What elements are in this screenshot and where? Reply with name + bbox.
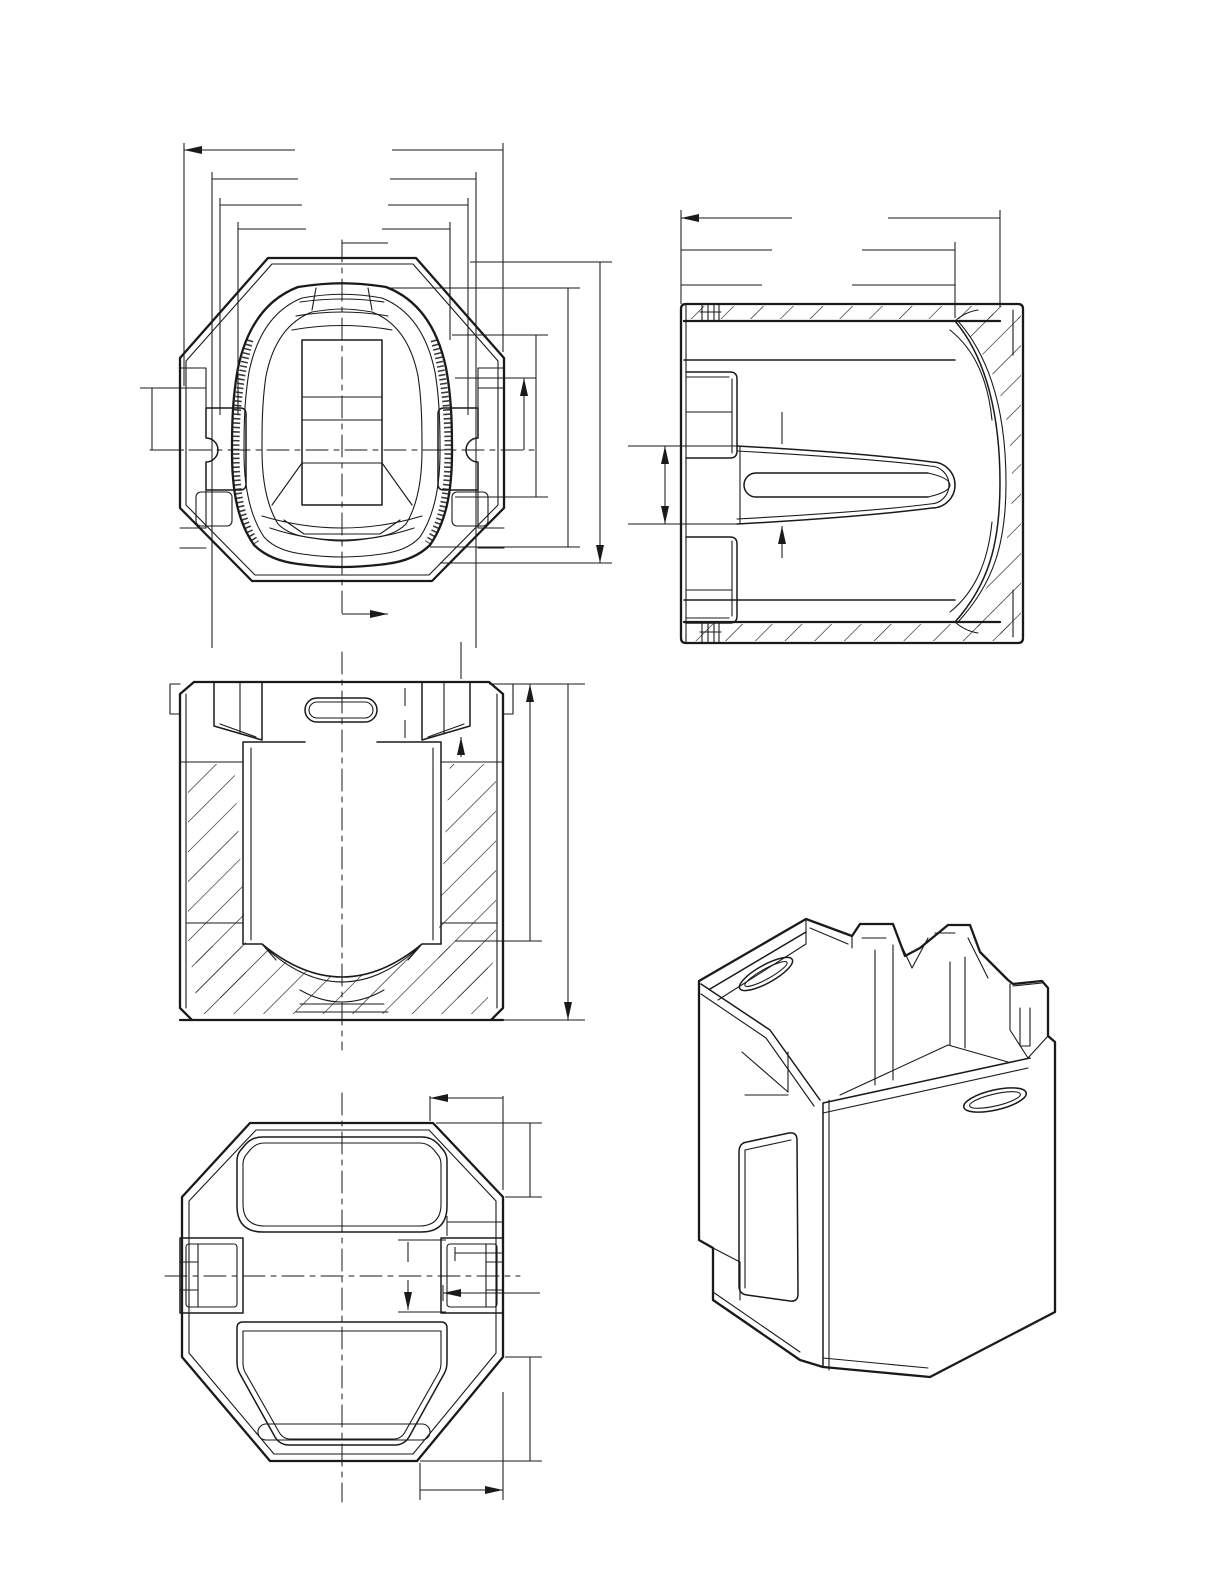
side-opening [739, 1133, 798, 1301]
top-slot-inner [309, 702, 373, 718]
plan-centerlines [165, 1093, 520, 1502]
front-view-extension-lines [140, 143, 612, 648]
rim-edge-offsets [701, 919, 1028, 1370]
side-section-dims-right [782, 218, 1000, 558]
castellation-details [810, 928, 988, 978]
right-tab-block [438, 408, 478, 490]
front-view-dims-left-arrows [152, 150, 306, 450]
plan-dims [420, 1098, 530, 1490]
left-tab-bottom [686, 537, 737, 623]
front-view-dims-right-arrows [342, 150, 503, 614]
side-section-extension-lines [628, 210, 1000, 524]
top-oval-slot [735, 952, 796, 997]
isometric-view [699, 919, 1055, 1377]
center-pin [744, 473, 928, 497]
left-tab-inner-lines [686, 377, 732, 618]
left-tab-top [686, 372, 737, 458]
side-section-band-lines [684, 321, 1000, 622]
front-section-dims-vertical [530, 684, 568, 1020]
right-tab-details [1010, 983, 1048, 1058]
side-section-inner-horizontals [684, 360, 955, 600]
right-recess [422, 682, 470, 740]
side-section-view [628, 210, 1023, 643]
plan-extension-lines [398, 1096, 542, 1500]
plan-view [165, 1093, 542, 1502]
front-section-view [170, 642, 585, 1050]
right-oval-slot [962, 1083, 1029, 1117]
front-view-dims-vertical [524, 262, 600, 563]
side-opening-inner [745, 1140, 791, 1288]
rim-edges [701, 932, 1030, 1367]
section-hatch-right-wedge [958, 307, 1021, 640]
side-section-dims-left [681, 218, 792, 285]
section-hatch-bottom-band [684, 624, 1020, 641]
front-section-dim-pointers [405, 642, 461, 757]
left-recess [214, 682, 262, 740]
isometric-interior-lines [713, 945, 1008, 1368]
center-slot-offset [737, 446, 949, 524]
front-view [140, 143, 612, 648]
side-section-screw-details [686, 304, 721, 643]
